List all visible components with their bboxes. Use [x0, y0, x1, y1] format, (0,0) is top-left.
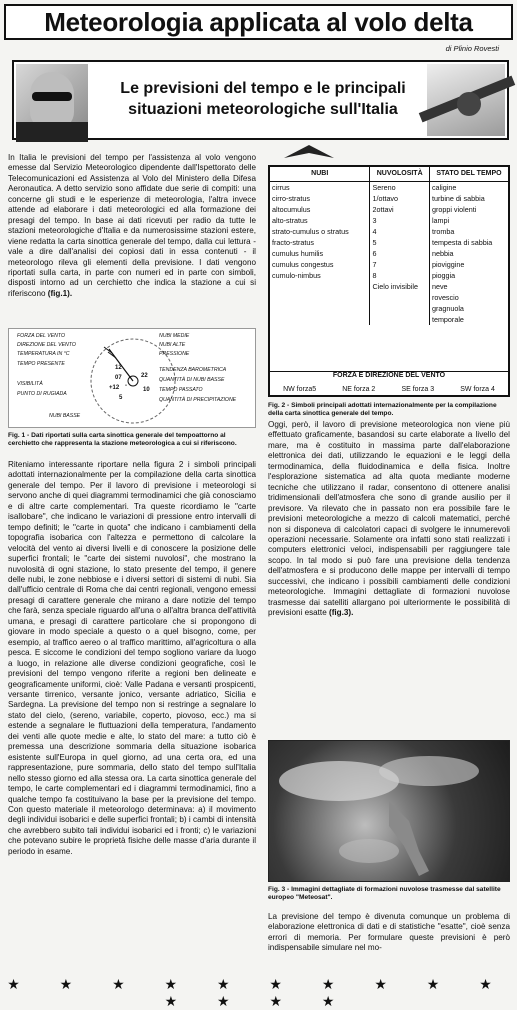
cloud-type: altocumulus — [272, 204, 311, 214]
cloud-cover: 1/ottavo — [372, 193, 399, 203]
figure-3-satellite-image — [268, 740, 510, 882]
weather-state: caligine — [431, 182, 457, 192]
fig1-label: QUANTITÀ DI PRECIPITAZIONE — [159, 397, 237, 403]
cloud-cover: 3 — [372, 215, 377, 225]
fig1-label: PUNTO DI RUGIADA — [17, 391, 67, 397]
title-box — [4, 4, 513, 40]
cloud-type: alto-stratus — [272, 215, 308, 225]
weather-state: turbine di sabbia — [431, 193, 485, 203]
wind-force-item: NW forza5 — [283, 386, 317, 393]
fig1-label: TEMPO PRESENTE — [17, 361, 65, 367]
nubi-header: NUBI — [270, 167, 370, 181]
figure-2-caption: Fig. 2 - Simboli principali adottati internazionalmente per la compilazione della carta sinottica generale del tempo. — [268, 402, 497, 417]
stato-header: STATO DEL TEMPO — [429, 167, 508, 181]
weather-state: pioviggine — [431, 259, 465, 269]
cloud-cover: 5 — [372, 237, 377, 247]
figure-1-caption: Fig. 1 - Dati riportati sulla carta sinottica generale del tempoattorno al cerchietto che rappresenta la stazione meteorologica a cui si riferiscono. — [8, 432, 237, 447]
weather-state: temporale — [431, 314, 464, 324]
weather-state: groppi violenti — [431, 204, 477, 214]
intro-paragraph: In Italia le previsioni del tempo per l'assistenza al volo vengono emesse dal Servizio Meteorologico dipendente dall'Ispettorato delle Telecomunicazioni ed Assistenza al Volo del Ministero della Difesa Aeronautica. A detto servizio sono affidate due serie di compiti: una concerne gli studi e le esperienze di meteorologia, l'altra invece attende ad elaborare i dati meteorologici ed alla formazione dei presagi del tempo. In base ai dati ricevuti per radio da tutte le stazioni meteorologiche d'Italia e da numerosissime stazioni estere, viene redatta la carta sinottica generale del tempo, dalla cui lettura - vale a dire dall'analisi dei copiosi dati in essa contenuti - il meteorologo rileva gli elementi della previsione. I dati vengono riportati sulla carta, in parte con numeri ed in parte con simboli, disposti intorno ad un cerchietto che indica la stazione a cui si riferiscono — [8, 153, 256, 298]
weather-state: gragnuola — [431, 303, 464, 313]
fig1-value: 22 — [141, 373, 148, 379]
weather-state: tromba — [431, 226, 455, 236]
column-right-body — [268, 420, 510, 619]
column-right-end — [268, 912, 510, 954]
cloud-cover: Sereno — [372, 182, 396, 192]
fig1-label: TEMPERATURA IN °C — [17, 351, 70, 357]
wind-force-item: SE forza 3 — [401, 386, 435, 393]
weather-state: tempesta di sabbia — [431, 237, 493, 247]
star-divider: ★ ★ ★ ★ ★ ★ ★ ★ ★ ★ ★ ★ ★ ★ — [7, 976, 510, 1009]
wind-force-item: NE forza 2 — [342, 386, 376, 393]
hang-glider-photo — [427, 64, 505, 136]
fig1-value: - — [125, 383, 127, 389]
hang-glider-logo-icon — [284, 143, 334, 163]
cloud-type: cirrus — [272, 182, 290, 192]
fig1-value: 10 — [143, 387, 150, 393]
weather-state: nebbia — [431, 248, 454, 258]
cloud-cover: 7 — [372, 259, 377, 269]
cloud-type: cirro-stratus — [272, 193, 310, 203]
closing-paragraph: La previsione del tempo è divenuta comunque un problema di elaborazione elettronica di dati e di statistiche "esatte", cioè senza errori di memoria. Per formulare queste previsioni è però indispensabile simulare nel mo- — [268, 912, 510, 953]
page-title: Meteorologia applicata al volo delta — [44, 7, 473, 37]
figure-2-symbol-table — [268, 165, 510, 397]
weather-state: rovescio — [431, 292, 459, 302]
author-credit: di Plinio Rovesti — [445, 44, 499, 53]
fig1-label: PRESSIONE — [159, 351, 190, 357]
weather-state: neve — [431, 281, 448, 291]
fig1-label: FORZA DEL VENTO — [17, 333, 66, 339]
body-paragraph-right: Oggi, però, il lavoro di previsione meteorologica non viene più effettuato graficamente, basandosi su carte elaborate a livello del mare, ma è costituito in massima parte dall'elaborazione elettronica dei dati, utilizzando le equazioni e le leggi della termodinamica, della fluidodinamica e della fisica. Inoltre l'esplorazione sistematica ad alta quota mediante moderne tecniche che utilizzano il radar, consentono di ottenere analisi tridimensionali dell'atmosfera che sono di grande ausilio per il previsore. Va rilevato che in passato non era possibile fare le previsioni meteorologiche a mezzo di calcoli matematici, perché non si disponeva di calcolatori capaci di svolgere le innumerevoli operazioni necessarie. Solamente ora infatti sono stati realizzati i computers elettronici veloci, indispensabili per raggiungere tale scopo. In tal modo si può fare una previsione della tendenza dell'atmosfera e si producono delle mappe per intervalli di tempo successivi, che indicano i possibili cambiamenti delle condizioni meteorologiche. Immagini dettagliate di formazioni nuvolose trasmesse dai satelliti allargano poi ulteriormente le possibilità di previsioni esatte — [268, 420, 510, 618]
cloud-cover: 2ottavi — [372, 204, 394, 214]
fig1-label: DIREZIONE DEL VENTO — [17, 342, 76, 348]
fig1-label: NUBI ALTE — [159, 342, 186, 348]
column-left-body — [8, 460, 256, 857]
cloud-cover: Cielo invisibile — [372, 281, 418, 291]
fig1-value: 12 — [115, 365, 122, 371]
fig1-label: QUANTITÀ DI NUBI BASSE — [159, 377, 225, 383]
author-portrait — [16, 64, 88, 136]
cloud-cover: 4 — [372, 226, 377, 236]
fig1-reference: (fig.1). — [47, 288, 73, 298]
fig1-value: +12 — [109, 385, 120, 391]
fig3-reference: (fig.3). — [328, 608, 354, 618]
fig1-label: VISIBILITÀ — [17, 381, 43, 387]
figure-1-station-diagram — [8, 328, 256, 428]
fig1-value: 07 — [115, 375, 122, 381]
cloud-cover: 8 — [372, 270, 377, 280]
article-banner — [12, 60, 509, 140]
wind-title: FORZA E DIREZIONE DEL VENTO — [270, 371, 508, 379]
cloud-type: cumulus humilis — [272, 248, 324, 258]
wind-force-item: SW forza 4 — [460, 386, 495, 393]
column-left-intro — [8, 153, 256, 299]
article-headline: Le previsioni del tempo e le principali situazioni meteorologiche sull'Italia — [120, 80, 406, 118]
fig1-label: NUBI MEDIE — [159, 333, 190, 339]
fig1-label: TENDENZA BAROMETRICA — [159, 367, 227, 373]
fig1-label: TEMPO PASSATO — [159, 387, 203, 393]
cloud-type: strato-cumulus o stratus — [272, 226, 349, 236]
cloud-cover: 6 — [372, 248, 377, 258]
weather-state: lampi — [431, 215, 450, 225]
cloud-type: cumulo-nimbus — [272, 270, 321, 280]
satellite-clouds — [269, 741, 511, 883]
figure-3-caption: Fig. 3 - Immagini dettagliate di formazioni nuvolose trasmesse dal satellite europeo "Meteosat". — [268, 886, 501, 901]
cloud-type: cumulus congestus — [272, 259, 334, 269]
weather-state: pioggia — [431, 270, 456, 280]
fig1-label: NUBI BASSE — [49, 413, 81, 419]
fig1-value: 5 — [119, 395, 123, 401]
nuvolosita-header: NUVOLOSITÀ — [370, 167, 430, 181]
cloud-type: fracto-stratus — [272, 237, 314, 247]
body-paragraph-left: Riteniamo interessante riportare nella figura 2 i simboli principali adottati internazionalmente per la compilazione della carta sinottica generale del tempo. Per il lavoro di previsione i meteorologi si servono anche di quei diagrammi termodinamici che già conosciamo e di altre carte complementari. Tra queste ricordiamo le "carte isallobare", che indicano le variazioni di pressione entro intervalli di tempo definiti; le "carte in quota" che indicano i cambiamenti della topografia isobarica con l'altezza e permettono di calcolare la velocità del vento ai diversi livelli e di conoscere la posizione delle superfici frontali; le "carte dei sistemi nuvolosi", che mostrano la nuvolosità di ogni stazione, lo stato presente del tempo, il genere delle nubi, le zone nebbiose e i diversi settori di sistemi di nubi. Sia dall'ufficio centrale di Roma che dai centri regionali, vengono emessi presagi di carattere generale che mirano a dare notizie del tempo che farà, senza speciale riguardo all'una o all'altra branca dell'attività umana, e presagi di carattere particolare che si propongono di giovare in modo speciale a questo o a quel bisogno, come, per esempio, al traffico aereo o al traffico marittimo, all'agricoltura o alla pesca. E siccome le condizioni del tempo sogliono variare da luogo a luogo, in relazione alle diverse condizioni geografiche, così le previsioni del tempo vengono riferite a regioni ben delineate e geograficamente uniformi, cioè: Valle Padana e versanti prospicenti, versante tirrenico, versante jonico, versante adriatico, Sicilia e Sardegna. La previsione del tempo non si restringe a segnalare lo stato del cielo, (sereno, variabile, coperto, piovoso, ecc.) ma si estende a segnalare le fluttuazioni della temperatura, l'andamento dei venti alle quote medie e alte, lo stato del mare: a tutto ciò è premessa una descrizione sommaria della situazione isobarica esistente sull'Europa in quel giorno, ad una certa ora, ed una rappresentazione, pure sommaria, dello stato del tempo sull'Italia nello stesso giorno ed alla stessa ora. La carta sinottica generale del tempo, le carte complementari ed i diagrammi termodinamici, fino a qualche tempo fa costituivano la base per la previsione del tempo. Con questo materiale il meteorologo determinava: a) il movimento degli individui isobarici e delle superfici frontali; b) i cambi di intensità che avrebbero subito tali individui isobarici ed i fronti; c) le variazioni che potevano subire le proprietà fisiche delle masse d'aria durante il periodo in esame. — [8, 460, 256, 856]
